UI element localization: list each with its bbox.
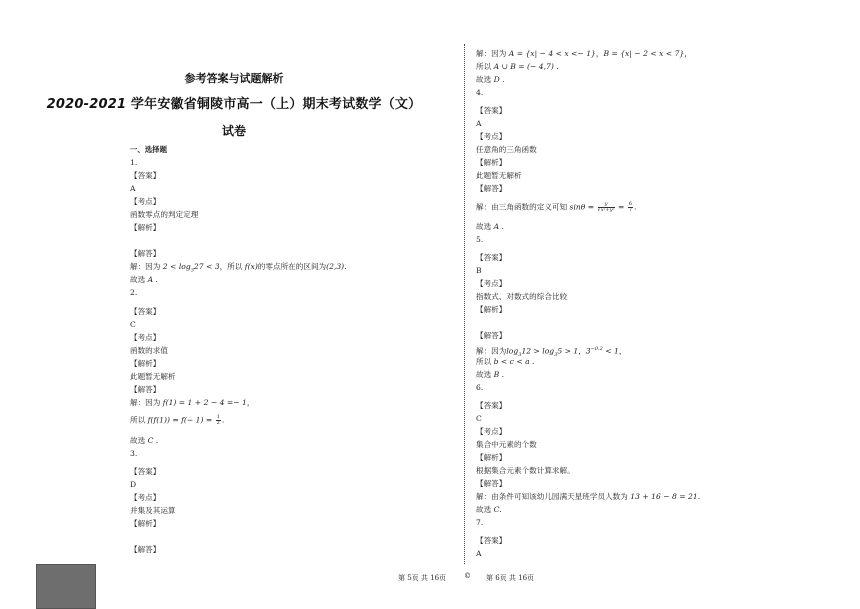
jieda-tag: 【解答】 [130, 249, 161, 258]
answer-value: B [476, 266, 482, 275]
kaodian-tag: 【考点】 [476, 427, 507, 436]
jiexi-tag: 【解析】 [476, 305, 507, 314]
solution-line [476, 49, 692, 59]
kaodian-tag: 【考点】 [130, 197, 161, 206]
math-expr: 5 > 1 [557, 346, 579, 356]
choose-line [476, 505, 502, 515]
solution-line [476, 492, 700, 502]
solution-text: 所以 [476, 62, 494, 71]
solution-text: ，所以 [219, 262, 245, 271]
choose-line [476, 370, 504, 380]
math-subscript: 3 [518, 352, 522, 359]
solution-text: . [529, 357, 535, 366]
solution-line [476, 202, 636, 213]
heading-answers-analysis: 参考答案与试题解析 [184, 72, 284, 85]
heading-paper: 试卷 [221, 124, 246, 138]
question-number: 5. [476, 235, 484, 244]
kaodian-text: 集合中元素的个数 [476, 440, 537, 449]
jiexi-tag: 【解析】 [476, 158, 507, 167]
choose-text: 故选 [476, 370, 494, 379]
solution-text: . [633, 202, 637, 212]
answer-value: A [476, 549, 482, 558]
right-page [468, 0, 860, 607]
math-expr: A = {x| − 4 < x <− 1} [508, 49, 596, 58]
jieda-tag: 【解答】 [130, 385, 161, 394]
kaodian-tag: 【考点】 [130, 333, 161, 342]
kaodian-tag: 【考点】 [476, 132, 507, 141]
solution-line [476, 357, 534, 367]
choose-text: . [153, 275, 158, 284]
answer-tag: 【答案】 [476, 253, 507, 262]
solution-text: . [697, 492, 701, 501]
solution-line [476, 62, 559, 72]
solution-text: ， [578, 346, 586, 356]
solution-text: . [221, 415, 225, 425]
jieda-tag: 【解答】 [476, 184, 507, 193]
solution-text: 所以 [476, 357, 494, 366]
math-expr: sinθ = [569, 202, 597, 212]
math-superscript: −0.2 [590, 346, 603, 352]
right-page-number: 第 6页 共 16页 [486, 574, 535, 582]
fraction-denominator: 2 [216, 420, 220, 426]
choose-letter: D [493, 75, 500, 84]
solution-line [130, 398, 254, 408]
heading-exam-rest: 学年安徽省铜陵市高一（上）期末考试数学（文） [126, 97, 422, 112]
fraction [598, 202, 615, 213]
answer-value: C [476, 414, 482, 423]
fraction [216, 415, 221, 426]
fraction [628, 202, 633, 213]
solution-line [130, 415, 224, 426]
solution-text: 解：由三角函数的定义可知 [476, 202, 570, 212]
page-divider [464, 44, 465, 564]
jiexi-text: 根据集合元素个数计算求解。 [476, 466, 575, 475]
question-number: 6. [476, 383, 484, 392]
answer-tag: 【答案】 [130, 171, 161, 180]
math-subscript: 3 [554, 352, 558, 359]
math-expr: 12 > log [521, 346, 555, 356]
heading-year: 2020-2021 [46, 97, 127, 112]
fraction-denominator: 7 [628, 207, 632, 213]
math-expr: f(1) = 1 + 2 − 4 =− 1 [162, 398, 247, 407]
choose-text: 故选 [476, 75, 494, 84]
question-number: 4. [476, 88, 484, 97]
fraction-denominator: √x²+y² [597, 207, 615, 213]
answer-value: A [476, 119, 482, 128]
kaodian-text: 函数零点的判定定理 [130, 210, 199, 219]
choose-line [476, 222, 504, 232]
kaodian-text: 并集及其运算 [130, 506, 176, 515]
solution-text: 解：由条件可知该幼儿园满天星班学员人数为 [476, 492, 631, 501]
fraction-numerator: y [598, 202, 615, 208]
jiexi-tag: 【解析】 [130, 519, 161, 528]
answer-tag: 【答案】 [476, 536, 507, 545]
solution-text: 解：因为 [476, 346, 507, 356]
choose-text: 故选 [130, 436, 148, 445]
math-subscript: 3 [190, 267, 194, 274]
jiexi-text: 此题暂无解析 [476, 171, 522, 180]
solution-text: ， [595, 49, 604, 58]
solution-text: . [553, 62, 559, 71]
math-expr: B = {x| − 2 < x < 7} [603, 49, 685, 58]
choose-text: . [153, 436, 159, 445]
question-number: 1. [130, 158, 138, 167]
choose-text: . [499, 505, 502, 514]
math-expr: 2 < log [162, 262, 191, 271]
jiexi-tag: 【解析】 [476, 453, 507, 462]
math-expr: 27 < 3 [193, 262, 220, 271]
kaodian-tag: 【考点】 [476, 279, 507, 288]
solution-text: ， [684, 49, 692, 58]
jiexi-tag: 【解析】 [130, 223, 161, 232]
choose-text: . [499, 222, 504, 231]
solution-line [130, 262, 347, 276]
math-expr: < 1 [602, 346, 619, 356]
answer-value: A [130, 184, 136, 193]
math-expr: b < c < a [493, 357, 530, 366]
choose-letter: C [147, 436, 154, 445]
solution-text: 所以 [130, 415, 148, 425]
math-expr: log [506, 346, 519, 356]
answer-value: C [130, 320, 136, 329]
jieda-tag: 【解答】 [130, 545, 161, 554]
solution-text: ， [246, 398, 255, 407]
choose-text: 故选 [476, 222, 494, 231]
answer-tag: 【答案】 [130, 467, 161, 476]
kaodian-text: 指数式、对数式的综合比较 [476, 292, 568, 301]
choose-letter: B [493, 370, 500, 379]
choose-text: 故选 [476, 505, 494, 514]
solution-text: . [344, 262, 347, 271]
choose-letter: A [493, 222, 500, 231]
question-number: 3. [130, 449, 138, 458]
math-expr: 3 [585, 346, 591, 356]
kaodian-text: 函数的求值 [130, 346, 168, 355]
math-expr: f(f(1)) = f(− 1) = [147, 415, 215, 425]
jiexi-text: 此题暂无解析 [130, 372, 176, 381]
solution-text: 的零点所在的区间为 [257, 262, 327, 271]
math-expr: 13 + 16 − 8 = 21 [630, 492, 698, 501]
jiexi-tag: 【解析】 [130, 359, 161, 368]
choose-letter: A [147, 275, 154, 284]
answer-value: D [130, 480, 137, 489]
question-number: 2. [130, 288, 138, 297]
choose-text: . [499, 75, 505, 84]
kaodian-tag: 【考点】 [130, 493, 161, 502]
choose-line [476, 75, 505, 85]
jieda-tag: 【解答】 [476, 479, 507, 488]
answer-tag: 【答案】 [130, 307, 161, 316]
solution-text: 解：因为 [130, 398, 163, 407]
choose-text: . [499, 370, 505, 379]
solution-text: 解：因为 [476, 49, 509, 58]
solution-text: 解：因为 [130, 262, 163, 271]
choose-line [130, 275, 158, 285]
choose-letter: C [493, 505, 500, 514]
choose-line [130, 436, 158, 446]
jieda-tag: 【解答】 [476, 331, 507, 340]
section-heading: 一、选择题 [130, 145, 167, 154]
choose-text: 故选 [130, 275, 148, 284]
copyright-symbol: © [464, 572, 471, 580]
math-expr: f(x) [244, 262, 258, 271]
math-expr: A ∪ B = (− 4,7) [493, 62, 554, 71]
heading-exam-name [0, 93, 468, 112]
fraction-numerator: 6 [628, 201, 632, 207]
left-page-number: 第 5页 共 16页 [398, 574, 447, 582]
fraction-numerator: 1 [216, 414, 220, 420]
question-number: 7. [476, 518, 484, 527]
kaodian-text: 任意角的三角函数 [476, 145, 537, 154]
math-expr: (2,3) [326, 262, 345, 271]
solution-text: ， [618, 346, 627, 356]
answer-tag: 【答案】 [476, 401, 507, 410]
answer-tag: 【答案】 [476, 106, 507, 115]
math-expr: = [615, 202, 627, 212]
